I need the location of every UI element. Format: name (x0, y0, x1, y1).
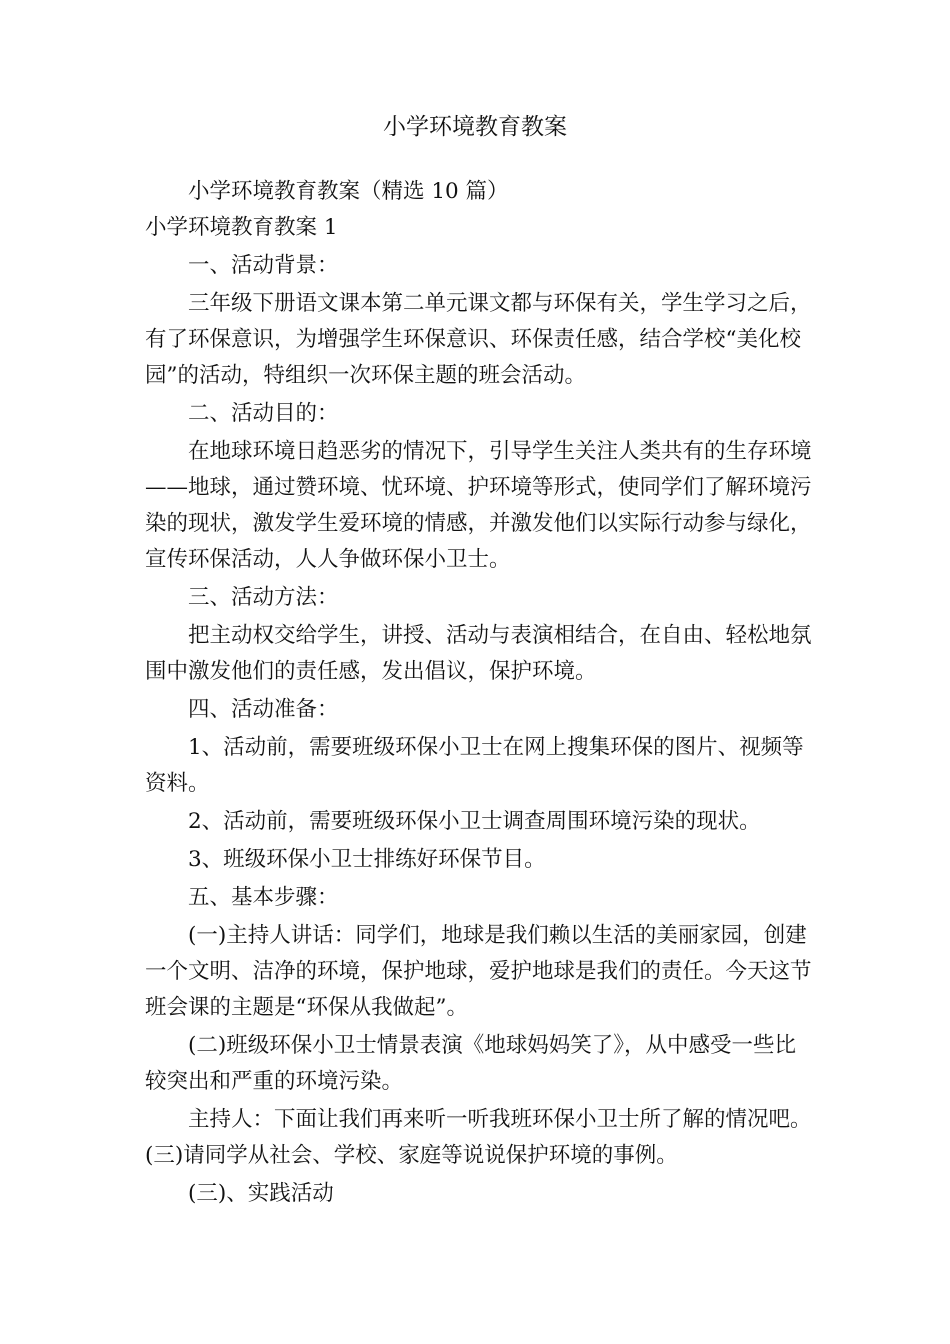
paragraph-method: 把主动权交给学生，讲授、活动与表演相结合，在自由、轻松地氛围中激发他们的责任感，发出倡议，保护环境。 (145, 623, 812, 684)
paragraph-background: 三年级下册语文课本第二单元课文都与环保有关，学生学习之后，有了环保意识，为增强学生环保意识、环保责任感，结合学校“美化校园”的活动，特组织一次环保主题的班会活动。 (145, 291, 812, 388)
document-body (145, 174, 815, 1212)
paragraph-step-3: (三)请同学从社会、学校、家庭等说说保护环境的事例。 (145, 1143, 678, 1168)
paragraph-purpose: 在地球环境日趋恶劣的情况下，引导学生关注人类共有的生存环境——地球，通过赞环境、忧环境、护环境等形式，使同学们了解环境污染的现状，激发学生爱环境的情感，并激发他们以实际行动参与绿化，宣传环保活动，人人争做环保小卫士。 (145, 439, 812, 572)
paragraph-heading-preparation: 四、活动准备： (188, 697, 339, 722)
paragraph-preparation-2: 2、活动前，需要班级环保小卫士调查周围环境污染的现状。 (188, 809, 761, 834)
paragraph-practice: (三)、实践活动 (188, 1181, 334, 1206)
paragraph-preparation-3: 3、班级环保小卫士排练好环保节目。 (188, 847, 546, 872)
paragraph-subtitle: 小学环境教育教案（精选 10 篇） (188, 179, 509, 204)
paragraph-heading-method: 三、活动方法： (188, 585, 339, 610)
document-title: 小学环境教育教案 (383, 114, 567, 140)
paragraph-heading-steps: 五、基本步骤： (188, 885, 339, 910)
paragraph-heading-purpose: 二、活动目的： (188, 401, 339, 426)
paragraph-step-2: (二)班级环保小卫士情景表演《地球妈妈笑了》，从中感受一些比较突出和严重的环境污染。 (145, 1033, 797, 1094)
paragraph-step-1: (一)主持人讲话：同学们，地球是我们赖以生活的美丽家园，创建一个文明、洁净的环境，保护地球，爱护地球是我们的责任。今天这节班会课的主题是“环保从我做起”。 (145, 923, 812, 1020)
paragraph-section-heading: 小学环境教育教案 1 (145, 215, 338, 240)
paragraph-heading-background: 一、活动背景： (188, 253, 339, 278)
paragraph-preparation-1: 1、活动前，需要班级环保小卫士在网上搜集环保的图片、视频等资料。 (145, 735, 804, 796)
paragraph-host-speech: 主持人：下面让我们再来听一听我班环保小卫士所了解的情况吧。 (188, 1107, 812, 1132)
